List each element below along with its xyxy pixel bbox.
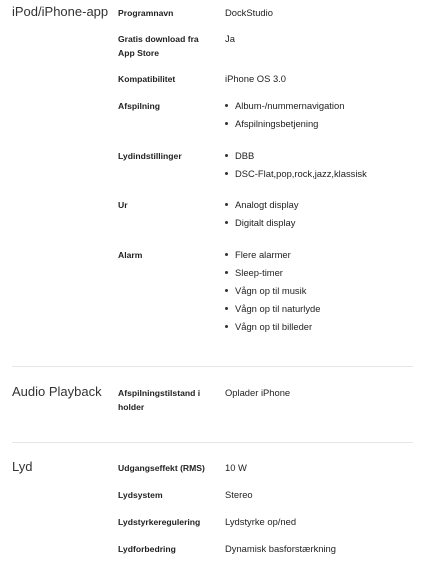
spec-label: Afspilning: [118, 101, 161, 111]
spec-value: Oplader iPhone: [225, 387, 291, 398]
spec-label: Alarm: [118, 250, 143, 260]
list-item: Afspilningsbetjening: [225, 117, 415, 135]
spec-value-list: [225, 248, 415, 338]
spec-label: Ur: [118, 200, 128, 210]
spec-label: Lydforbedring: [118, 544, 176, 554]
spec-value-list: [225, 149, 415, 185]
spec-label: Programnavn: [118, 8, 174, 18]
section-divider: [12, 442, 413, 443]
section-title: Audio Playback: [12, 384, 102, 399]
list-item: Analogt display: [225, 198, 415, 216]
spec-label: Lydsystem: [118, 490, 163, 500]
list-item: Album-/nummernavigation: [225, 99, 415, 117]
list-item: DBB: [225, 149, 415, 167]
spec-value: 10 W: [225, 462, 247, 473]
spec-value: iPhone OS 3.0: [225, 73, 286, 84]
section-title: iPod/iPhone-app: [12, 4, 109, 19]
list-item: Vågn op til billeder: [225, 320, 415, 338]
list-item: Digitalt display: [225, 216, 415, 234]
list-item: Sleep-timer: [225, 266, 415, 284]
spec-label: Udgangseffekt (RMS): [118, 463, 205, 473]
spec-value: Stereo: [225, 489, 253, 500]
section-divider: [12, 366, 413, 367]
spec-label: Kompatibilitet: [118, 74, 176, 84]
spec-label: Afspilningstilstand i holder: [118, 388, 201, 412]
list-item: DSC-Flat,pop,rock,jazz,klassisk: [225, 167, 415, 185]
spec-value-list: [225, 198, 415, 234]
list-item: Vågn op til musik: [225, 284, 415, 302]
spec-value-list: [225, 99, 415, 135]
spec-label: Lydstyrkeregulering: [118, 517, 201, 527]
list-item: Vågn op til naturlyde: [225, 302, 415, 320]
section-title: Lyd: [12, 459, 33, 474]
spec-label: Gratis download fra App Store: [118, 34, 199, 58]
spec-value: Dynamisk basforstærkning: [225, 543, 336, 554]
spec-value: Lydstyrke op/ned: [225, 516, 297, 527]
list-item: Flere alarmer: [225, 248, 415, 266]
spec-label: Lydindstillinger: [118, 151, 182, 161]
spec-value: DockStudio: [225, 7, 273, 18]
spec-value: Ja: [225, 33, 235, 44]
